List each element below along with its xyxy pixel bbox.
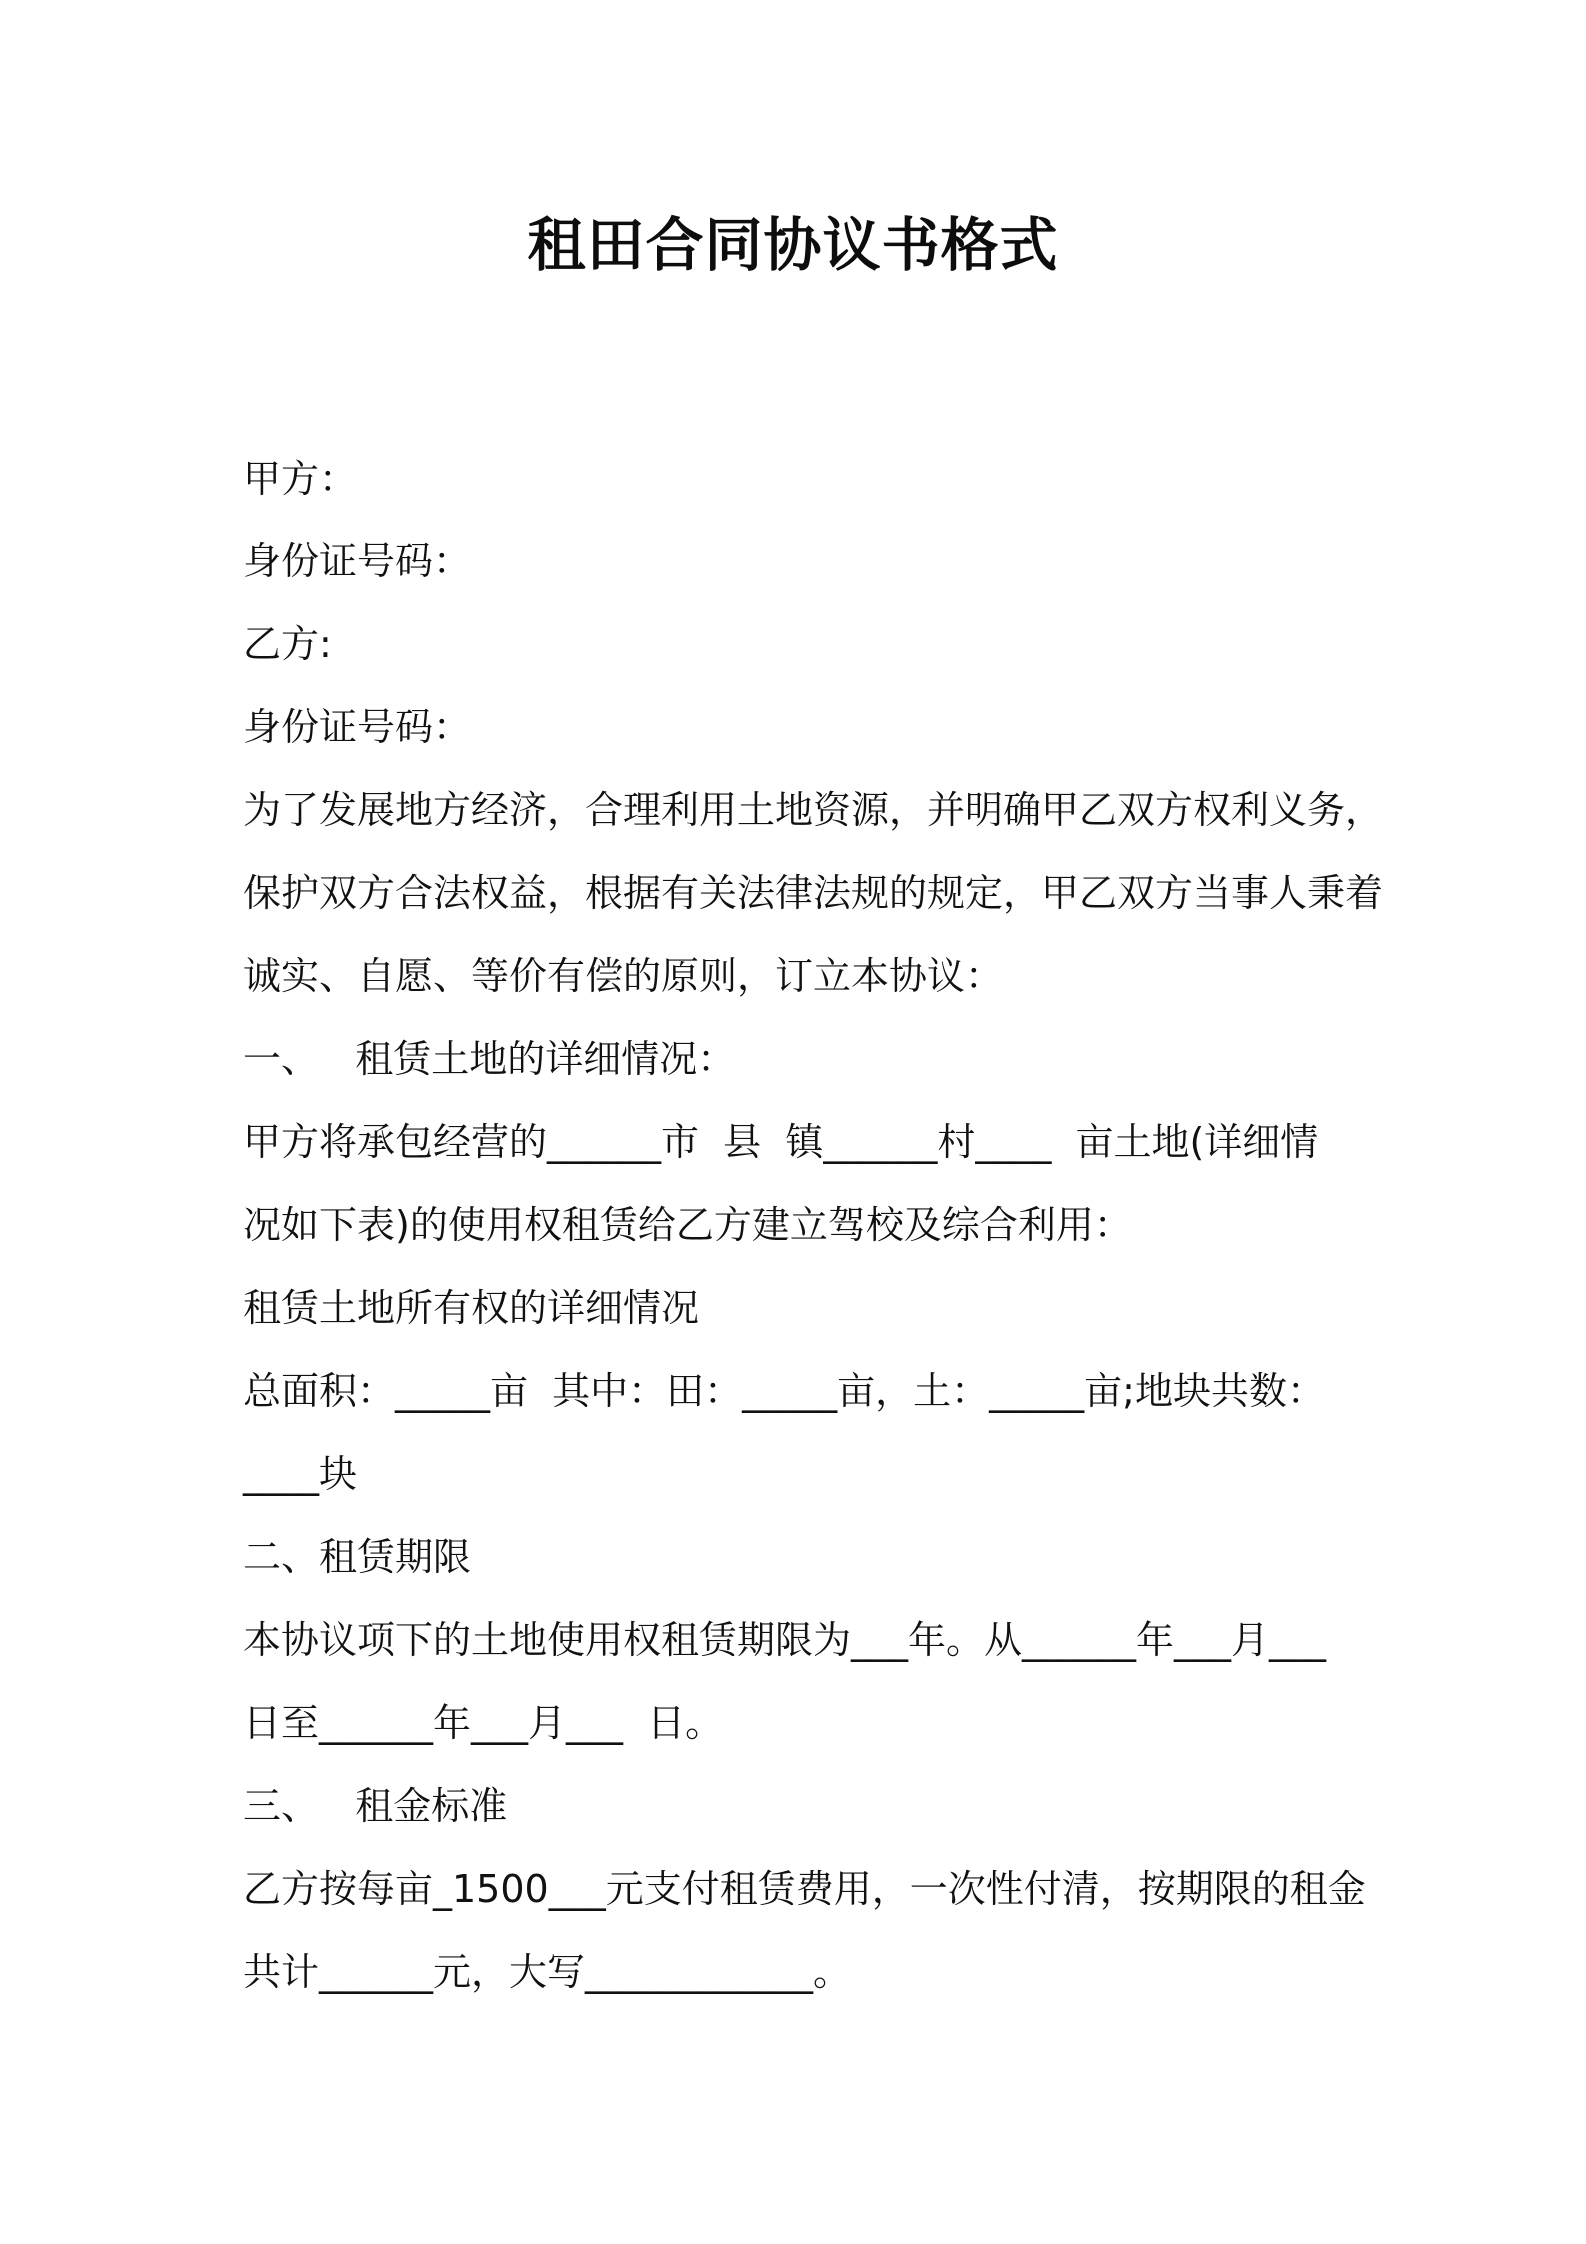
document-title: 租田合同协议书格式 xyxy=(527,211,1059,279)
party-b-label: 乙方: xyxy=(243,622,332,666)
party-a-id-label: 身份证号码： xyxy=(243,539,472,583)
preamble-line-2: 保护双方合法权益，根据有关法律法规的规定，甲乙双方当事人秉着 xyxy=(243,871,1384,915)
preamble-line-3: 诚实、自愿、等价有偿的原则，订立本协议： xyxy=(243,954,1004,998)
term-line-2: 日至______年___月___ 日。 xyxy=(243,1701,724,1745)
rent-line-2: 共计______元，大写____________。 xyxy=(243,1950,852,1994)
term-line-1: 本协议项下的土地使用权租赁期限为___年。从______年___月___ xyxy=(243,1618,1327,1662)
section-2-heading: 二、租赁期限 xyxy=(243,1535,472,1579)
rent-line-1: 乙方按每亩_1500___元支付租赁费用，一次性付清，按期限的租金 xyxy=(243,1867,1366,1911)
section-3-heading: 三、 租金标准 xyxy=(243,1784,508,1828)
area-line-2: ____块 xyxy=(243,1452,358,1496)
section-1-line-1: 甲方将承包经营的______市 县 镇______村____ 亩土地(详细情 xyxy=(243,1120,1319,1164)
area-line-1: 总面积：_____亩 其中：田：_____亩，土：_____亩;地块共数： xyxy=(243,1369,1325,1413)
preamble-line-1: 为了发展地方经济，合理利用土地资源，并明确甲乙双方权利义务， xyxy=(243,788,1384,832)
section-1-heading: 一、 租赁土地的详细情况： xyxy=(243,1037,736,1081)
party-a-label: 甲方： xyxy=(243,457,358,501)
land-ownership-subheading: 租赁土地所有权的详细情况 xyxy=(243,1286,700,1330)
party-b-id-label: 身份证号码： xyxy=(243,705,472,749)
section-1-line-2: 况如下表)的使用权租赁给乙方建立驾校及综合利用： xyxy=(243,1203,1132,1247)
